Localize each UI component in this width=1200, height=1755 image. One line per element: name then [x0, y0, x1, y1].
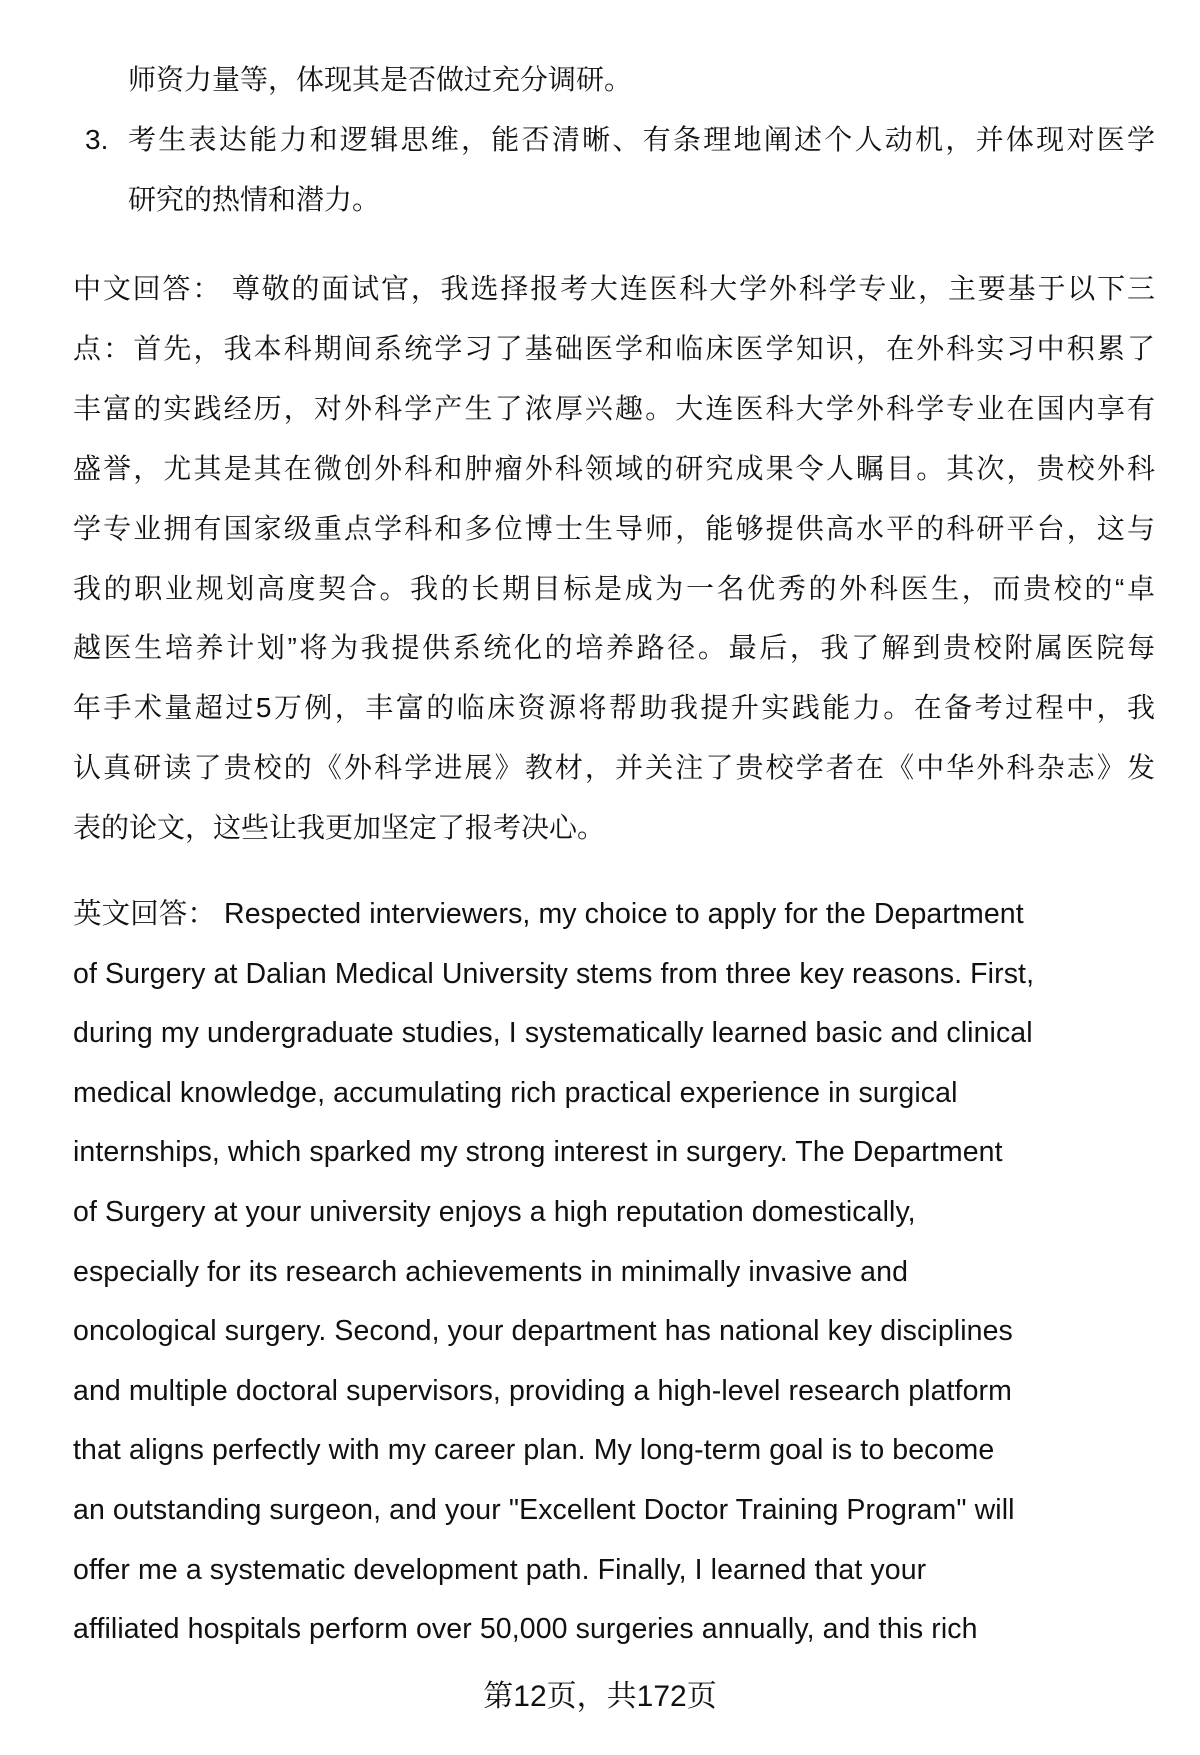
list-item-line: 考生表达能力和逻辑思维，能否清晰、有条理地阐述个人动机，并体现对医学	[128, 124, 1155, 155]
chinese-answer-line: 年手术量超过5万例，丰富的临床资源将帮助我提升实践能力。在备考过程中，我	[73, 692, 1155, 724]
english-answer-line: an outstanding surgeon, and your "Excellent Doctor Training Program" will	[73, 1494, 1015, 1526]
chinese-answer-line: 越医生培养计划”将为我提供系统化的培养路径。最后，我了解到贵校附属医院每	[73, 632, 1155, 664]
english-answer-line: of Surgery at your university enjoys a high reputation domestically,	[73, 1196, 916, 1228]
page-number: 第12页，共172页	[483, 1680, 717, 1713]
chinese-answer-line: 表的论文，这些让我更加坚定了报考决心。	[73, 812, 606, 844]
chinese-answer-line: 盛誉，尤其是其在微创外科和肿瘤外科领域的研究成果令人瞩目。其次，贵校外科	[73, 452, 1155, 484]
chinese-answer-line: 认真研读了贵校的《外科学进展》教材，并关注了贵校学者在《中华外科杂志》发	[73, 752, 1155, 784]
english-answer-line: offer me a systematic development path. Finally, I learned that your	[73, 1553, 927, 1586]
english-answer-line: 英文回答： Respected interviewers, my choice to apply for the Department	[73, 898, 1024, 930]
english-answer-line: affiliated hospitals perform over 50,000 surgeries annually, and this rich	[73, 1613, 978, 1646]
chinese-answer-line: 中文回答： 尊敬的面试官，我选择报考大连医科大学外科学专业，主要基于以下三	[73, 273, 1155, 304]
chinese-answer-line: 学专业拥有国家级重点学科和多位博士生导师，能够提供高水平的科研平台，这与	[73, 512, 1155, 544]
list-continuation: 师资力量等，体现其是否做过充分调研。	[128, 64, 633, 95]
english-answer-line: that aligns perfectly with my career plan. My long-term goal is to become	[73, 1434, 995, 1467]
english-answer-line: and multiple doctoral supervisors, providing a high-level research platform	[73, 1374, 1012, 1407]
list-item-line: 研究的热情和潜力。	[128, 184, 381, 215]
chinese-answer-line: 丰富的实践经历，对外科学产生了浓厚兴趣。大连医科大学外科学专业在国内享有	[73, 392, 1155, 424]
english-answer-line: especially for its research achievements in minimally invasive and	[73, 1255, 909, 1288]
english-answer-line: internships, which sparked my strong interest in surgery. The Department	[73, 1136, 1003, 1169]
english-answer-line: oncological surgery. Second, your department has national key disciplines	[73, 1315, 1013, 1348]
chinese-answer-line: 我的职业规划高度契合。我的长期目标是成为一名优秀的外科医生，而贵校的“卓	[73, 572, 1155, 604]
english-answer-line: of Surgery at Dalian Medical University stems from three key reasons. First,	[73, 957, 1035, 990]
chinese-answer-line: 点：首先，我本科期间系统学习了基础医学和临床医学知识，在外科实习中积累了	[73, 332, 1155, 364]
english-answer-line: medical knowledge, accumulating rich practical experience in surgical	[73, 1076, 958, 1109]
list-number: 3.	[85, 124, 109, 155]
english-answer-line: during my undergraduate studies, I systematically learned basic and clinical	[73, 1017, 1033, 1050]
